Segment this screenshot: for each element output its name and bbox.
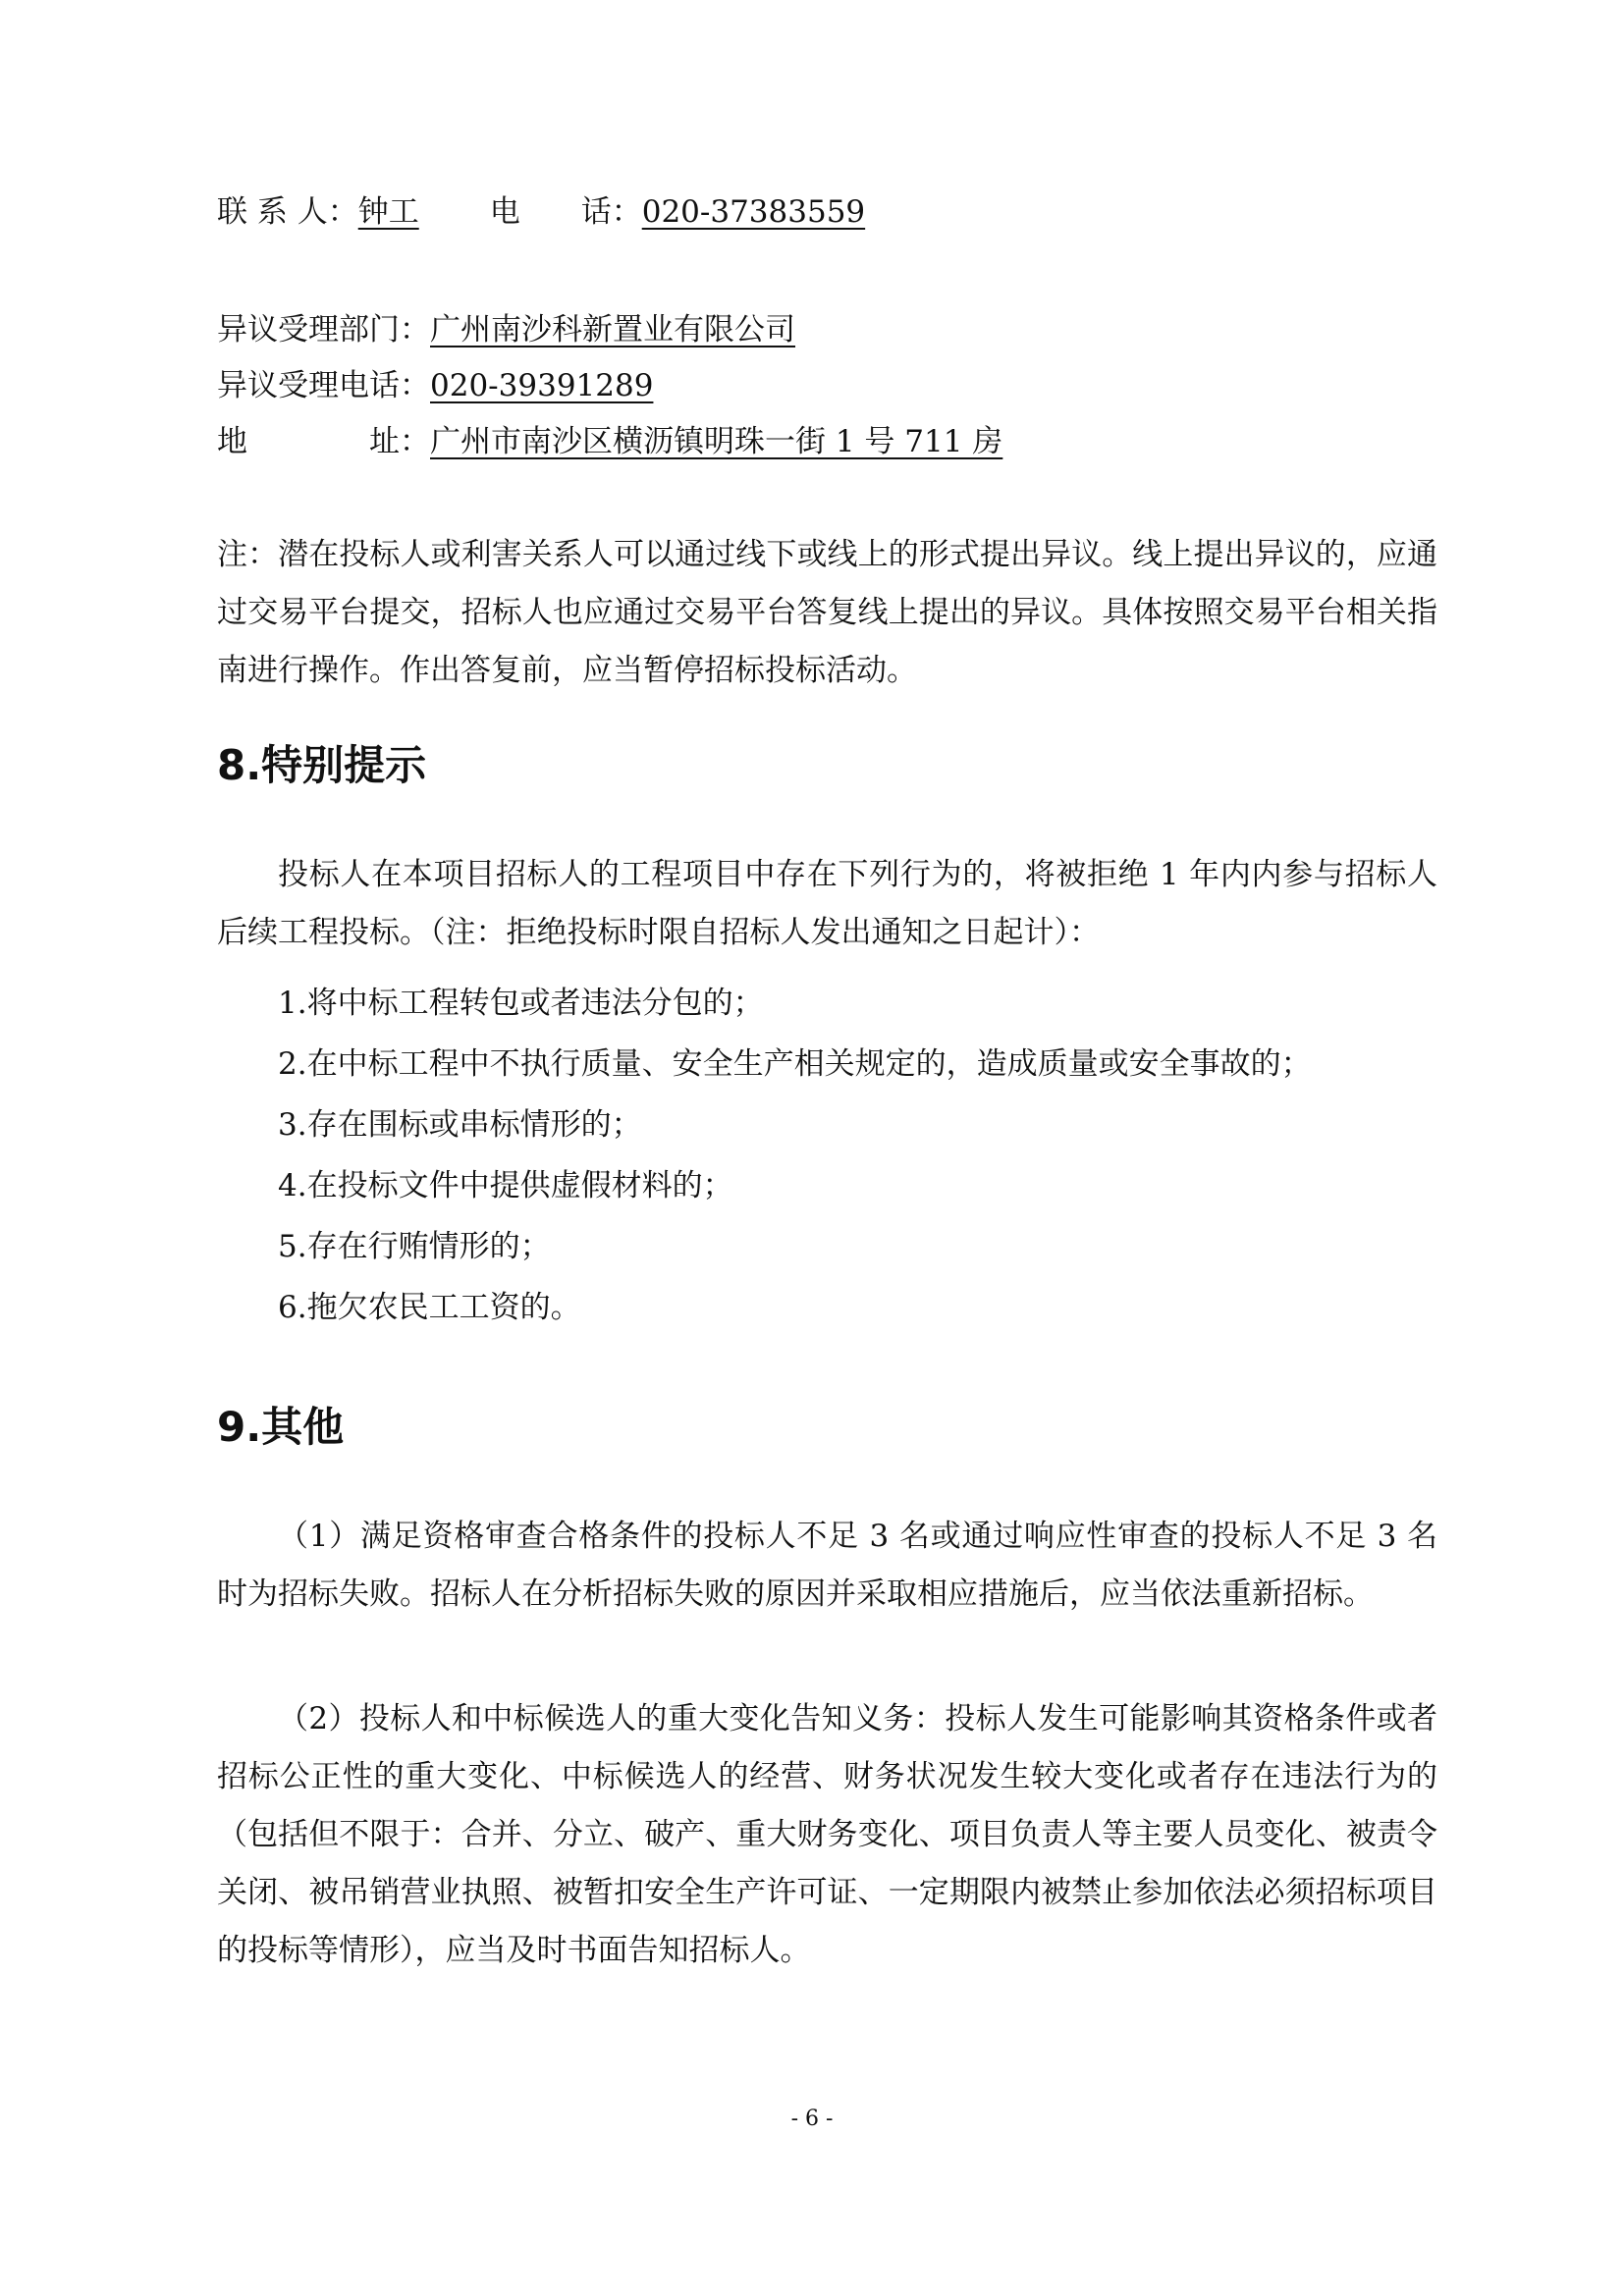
contact-person-value: 钟工 (357, 194, 419, 230)
objection-dept-line (217, 310, 1437, 349)
objection-address-line (217, 422, 1437, 461)
section-8-item: 3.存在围标或串标情形的； (278, 1107, 642, 1143)
section-8-item: 5.存在行贿情形的； (278, 1229, 551, 1264)
section-8-title: 8.特别提示 (217, 741, 427, 789)
contact-phone-value: 020-37383559 (641, 194, 866, 230)
objection-phone-line (217, 366, 1437, 405)
section-8-item: 2.在中标工程中不执行质量、安全生产相关规定的，造成质量或安全事故的； (278, 1046, 1312, 1082)
page-number: - 6 - (790, 2107, 834, 2131)
contact-line (217, 192, 1437, 232)
section-8-item: 4.在投标文件中提供虚假材料的； (278, 1168, 733, 1203)
section-8-item: 1.将中标工程转包或者违法分包的； (278, 986, 764, 1021)
objection-phone-value: 020-39391289 (430, 368, 654, 403)
objection-note: 注：潜在投标人或利害关系人可以通过线下或线上的形式提出异议。线上提出异议的，应通过交易平台提交，招标人也应通过交易平台答复线上提出的异议。具体按照交易平台相关指南进行操作。作出答复前，应当暂停招标投标活动。 (217, 537, 1437, 688)
section-9-para-2: （2）投标人和中标候选人的重大变化告知义务：投标人发生可能影响其资格条件或者招标公正性的重大变化、中标候选人的经营、财务状况发生较大变化或者存在违法行为的（包括但不限于：合并、分立、破产、重大财务变化、项目负责人等主要人员变化、被责令关闭、被吊销营业执照、被暂扣安全生产许可证、一定期限内被禁止参加依法必须招标项目的投标等情形），应当及时书面告知招标人。 (217, 1701, 1437, 1968)
contact-person-label: 联 系 人： (217, 194, 358, 230)
contact-phone-label: 电 话： (489, 194, 642, 230)
section-9-para-1: （1）满足资格审查合格条件的投标人不足 3 名或通过响应性审查的投标人不足 3 名时为招标失败。招标人在分析招标失败的原因并采取相应措施后，应当依法重新招标。 (217, 1519, 1437, 1612)
objection-dept-value: 广州南沙科新置业有限公司 (430, 312, 795, 347)
section-8-item: 6.拖欠农民工工资的。 (278, 1290, 581, 1325)
objection-address-value: 广州市南沙区横沥镇明珠一街 1 号 711 房 (430, 424, 1003, 459)
objection-address-label: 地 址： (217, 424, 430, 459)
section-8-intro: 投标人在本项目招标人的工程项目中存在下列行为的，将被拒绝 1 年内内参与招标人后续工程投标。（注：拒绝投标时限自招标人发出通知之日起计）： (217, 857, 1437, 950)
section-9-title: 9.其他 (217, 1403, 345, 1451)
objection-phone-label: 异议受理电话： (217, 368, 430, 403)
objection-dept-label: 异议受理部门： (217, 312, 430, 347)
